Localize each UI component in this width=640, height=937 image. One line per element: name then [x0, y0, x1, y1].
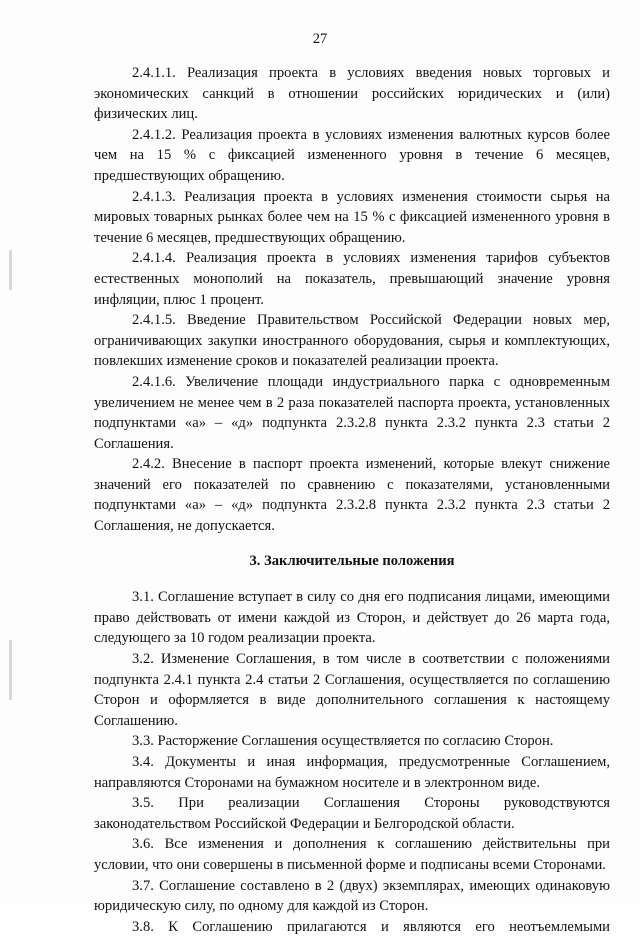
paragraph-3-7: 3.7. Соглашение составлено в 2 (двух) экземплярах, имеющих одинаковую юридическую силу, по одному для каждой из Сторон.: [94, 877, 610, 915]
paragraph-3-1: 3.1. Соглашение вступает в силу со дня его подписания лицами, имеющими право действовать от имени каждой из Сторон, и действует до 26 марта года, следующего за 10 годом реализации проекта.: [94, 589, 610, 647]
paragraph-2-4-1-2: 2.4.1.2. Реализация проекта в условиях изменения валютных курсов более чем на 15 % с фиксацией измененного уровня в течение 6 месяцев, предшествующих обращению.: [94, 126, 610, 184]
document-body: [94, 63, 610, 937]
section-heading: 3. Заключительные положения: [249, 552, 455, 569]
paragraph-3-5: 3.5. При реализации Соглашения Стороны руководствуются законодательством Российской Федерации и Белгородской области.: [94, 795, 610, 832]
scan-edge-mark: [9, 640, 12, 700]
paragraph-2-4-1-1: 2.4.1.1. Реализация проекта в условиях введения новых торговых и экономических санкций в отношении российских юридических и (или) физических лиц.: [94, 65, 610, 123]
paragraph-3-8: 3.8. К Соглашению прилагаются и являются его неотъемлемыми: [132, 918, 610, 935]
paragraph-2-4-1-5: 2.4.1.5. Введение Правительством Российской Федерации новых мер, ограничивающих закупки иностранного оборудования, сырья и комплектующих, повлекших изменение сроков и показателей реализации проекта.: [94, 312, 610, 370]
paragraph-2-4-1-4: 2.4.1.4. Реализация проекта в условиях изменения тарифов субъектов естественных монополий на показатель, превышающий значение уровня инфляции, плюс 1 процент.: [94, 250, 610, 308]
scan-edge-mark: [9, 250, 12, 290]
page-number: 27: [312, 31, 328, 47]
paragraph-2-4-1-3: 2.4.1.3. Реализация проекта в условиях изменения стоимости сырья на мировых товарных рынках более чем на 15 % с фиксацией измененного уровня в течение 6 месяцев, предшествующих обращению.: [94, 188, 610, 246]
paragraph-3-4: 3.4. Документы и иная информация, предусмотренные Соглашением, направляются Сторонами на бумажном носителе и в электронном виде.: [94, 754, 610, 791]
paragraph-2-4-2: 2.4.2. Внесение в паспорт проекта изменений, которые влекут снижение значений его показателей по сравнению с показателями, установленными подпунктами «а» – «д» подпункта 2.3.2.8 пункта 2.3.2 пункта 2.3 статьи 2 Соглашения, не допускается.: [94, 456, 610, 535]
paragraph-2-4-1-6: 2.4.1.6. Увеличение площади индустриального парка с одновременным увеличением не менее чем в 2 раза показателей паспорта проекта, установленных подпунктами «а» – «д» подпункта 2.3.2.8 пункта 2.3.2 пункта 2.3 статьи 2 Соглашения.: [94, 373, 610, 452]
paragraph-3-3: 3.3. Расторжение Соглашения осуществляется по согласию Сторон.: [132, 733, 554, 750]
paragraph-3-2: 3.2. Изменение Соглашения, в том числе в соответствии с положениями подпункта 2.4.1 пункта 2.4 статьи 2 Соглашения, осуществляется по соглашению Сторон и оформляется в виде дополнительного соглашения к настоящему Соглашению.: [94, 651, 610, 729]
paragraph-3-6: 3.6. Все изменения и дополнения к соглашению действительны при условии, что они совершены в письменной форме и подписаны всеми Сторонами.: [94, 836, 610, 873]
